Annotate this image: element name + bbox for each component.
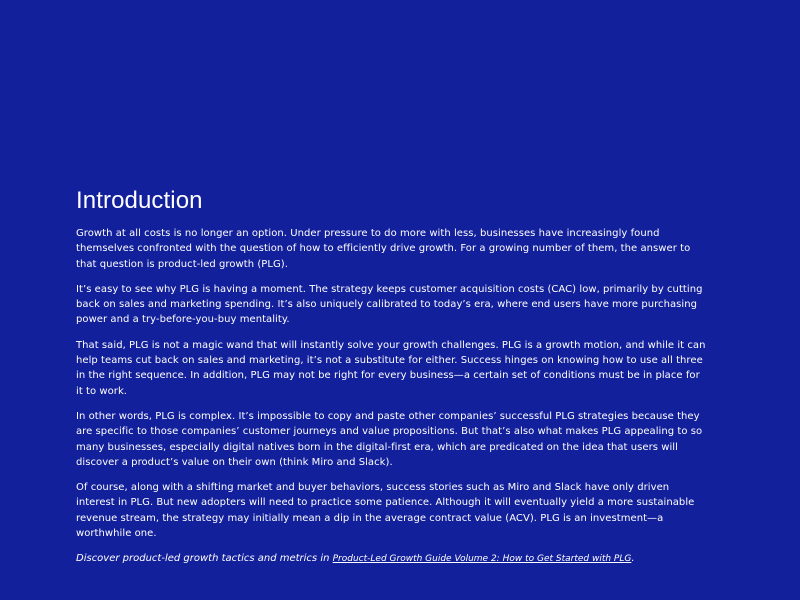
guide-link[interactable]: Product-Led Growth Guide Volume 2: How to Get Started with PLG — [332, 554, 632, 565]
cta-suffix: . — [631, 553, 635, 565]
section-title: Introduction — [76, 187, 203, 214]
cta-prefix: Discover product-led growth tactics and metrics in — [76, 553, 333, 565]
paragraph-4: In other words, PLG is complex. It’s impossible to copy and paste other companies’ successful PLG strategies because they are specific to those companies’ customer journeys and value propositions. But that’s also what makes PLG appealing to so many businesses, especially digital natives born in the digital-first era, which are predicated on the idea that users will discover a product’s value on their own (think Miro and Slack). — [76, 410, 703, 468]
cta-line — [76, 551, 706, 567]
paragraph-5: Of course, along with a shifting market and buyer behaviors, success stories such as Miro and Slack have only driven interest in PLG. But new adopters will need to practice some patience. Although it will eventually yield a more sustainable revenue stream, the strategy may initially mean a dip in the average contract value (ACV). PLG is an investment—a worthwhile one. — [76, 482, 695, 540]
paragraph-2: It’s easy to see why PLG is having a moment. The strategy keeps customer acquisition costs (CAC) low, primarily by cutting back on sales and marketing spending. It’s also uniquely calibrated to today’s era, where end users have more purchasing power and a try-before-you-buy mentality. — [76, 283, 703, 326]
paragraph-1: Growth at all costs is no longer an option. Under pressure to do more with less, businesses have increasingly found themselves confronted with the question of how to efficiently drive growth. For a growing number of them, the answer to that question is product-led growth (PLG). — [76, 228, 691, 270]
paragraph-3: That said, PLG is not a magic wand that will instantly solve your growth challenges. PLG is a growth motion, and while it can help teams cut back on sales and marketing, it’s not a substitute for either. Success hinges on knowing how to use all three in the right sequence. In addition, PLG may not be right for every business—a certain set of conditions must be in place for it to work. — [76, 339, 706, 397]
intro-section — [76, 186, 706, 567]
